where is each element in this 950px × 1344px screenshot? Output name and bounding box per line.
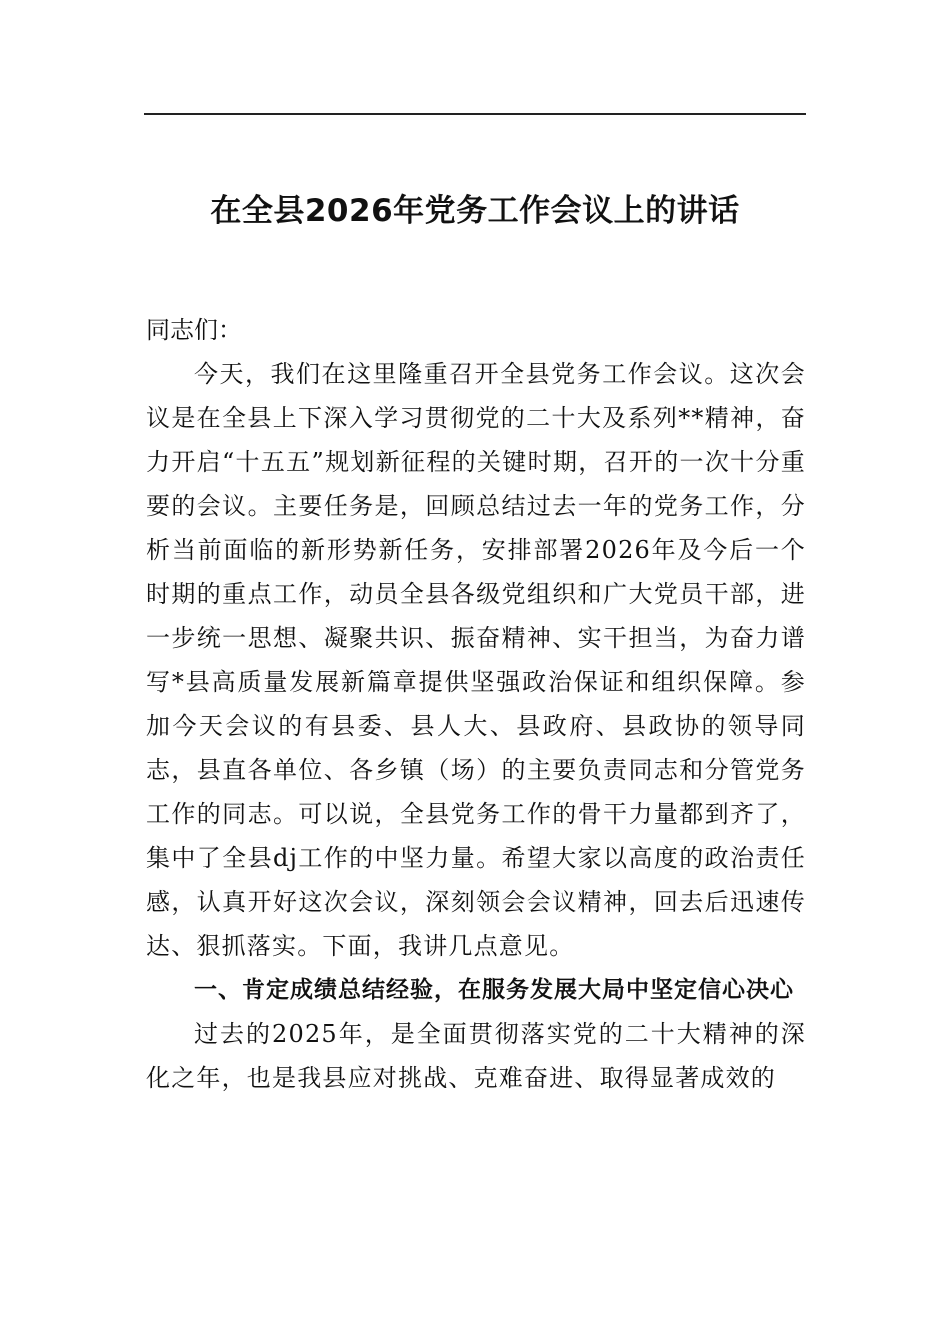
document-title: 在全县2026年党务工作会议上的讲话: [210, 193, 740, 229]
header-rule: [144, 113, 806, 115]
section-heading: 一、肯定成绩总结经验，在服务发展大局中坚定信心决心: [194, 977, 794, 1003]
opening-paragraph: 今天，我们在这里隆重召开全县党务工作会议。这次会议是在全县上下深入学习贯彻党的二十大及系列**精神，奋力开启“十五五”规划新征程的关键时期，召开的一次十分重要的会议。主要任务是，回顾总结过去一年的党务工作，分析当前面临的新形势新任务，安排部署2026年及今后一个时期的重点工作，动员全县各级党组织和广大党员干部，进一步统一思想、凝聚共识、振奋精神、实干担当，为奋力谱写*县高质量发展新篇章提供坚强政治保证和组织保障。参加今天会议的有县委、县人大、县政府、县政协的领导同志，县直各单位、各乡镇（场）的主要负责同志和分管党务工作的同志。可以说，全县党务工作的骨干力量都到齐了，集中了全县dj工作的中坚力量。希望大家以高度的政治责任感，认真开好这次会议，深刻领会会议精神，回去后迅速传达、狠抓落实。下面，我讲几点意见。: [146, 360, 806, 960]
document-body: [146, 308, 806, 1100]
section-paragraph: 过去的2025年，是全面贯彻落实党的二十大精神的深化之年，也是我县应对挑战、克难奋进、取得显著成效的: [146, 1020, 806, 1092]
salutation: 同志们：: [146, 316, 242, 344]
